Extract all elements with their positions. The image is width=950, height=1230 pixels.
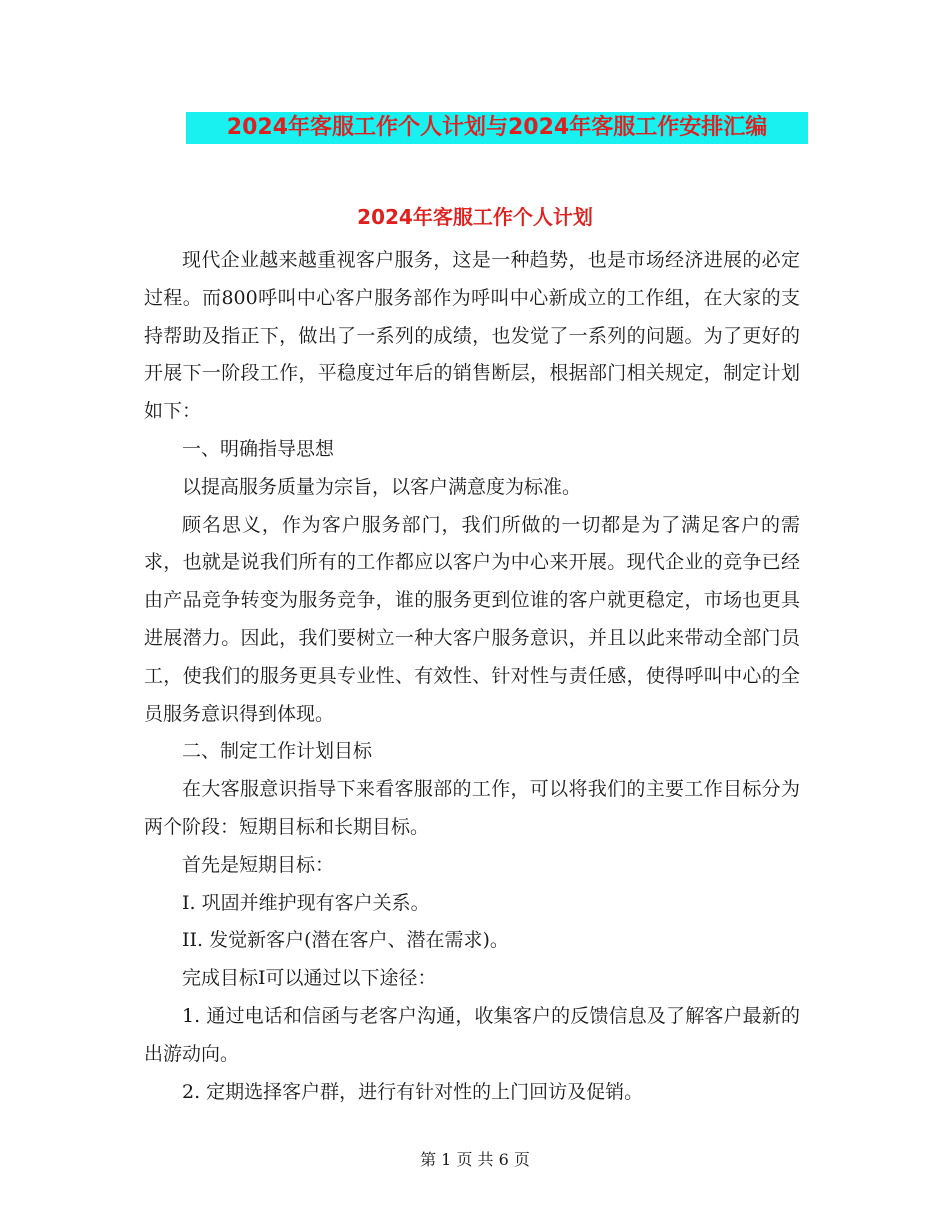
page-footer: 第 1 页 共 6 页 <box>420 1150 530 1169</box>
section-title: 2024年客服工作个人计划 <box>357 205 593 229</box>
list-item: I. 巩固并维护现有客户关系。 <box>182 891 430 914</box>
paragraph: 首先是短期目标： <box>182 853 335 876</box>
list-item: 1. 通过电话和信函与老客户沟通，收集客户的反馈信息及了解客户最新的出游动向。 <box>144 1004 800 1065</box>
document-body <box>144 242 800 1111</box>
paragraph: 以提高服务质量为宗旨，以客户满意度为标准。 <box>182 475 582 498</box>
list-item: II. 发觉新客户(潜在客户、潜在需求)。 <box>182 929 509 952</box>
paragraph: 顾名思义，作为客户服务部门，我们所做的一切都是为了满足客户的需求，也就是说我们所有的工作都应以客户为中心来开展。现代企业的竞争已经由产品竞争转变为服务竞争，谁的服务更到位谁的客户就更稳定，市场也更具进展潜力。因此，我们要树立一种大客户服务意识，并且以此来带动全部门员工，使我们的服务更具专业性、有效性、针对性与责任感，使得呼叫中心的全员服务意识得到体现。 <box>144 513 800 725</box>
paragraph: 现代企业越来越重视客户服务，这是一种趋势，也是市场经济进展的必定过程。而800呼叫中心客户服务部作为呼叫中心新成立的工作组，在大家的支持帮助及指正下，做出了一系列的成绩，也发觉了一系列的问题。为了更好的开展下一阶段工作，平稳度过年后的销售断层，根据部门相关规定，制定计划如下： <box>144 249 800 423</box>
heading-guiding-idea: 一、明确指导思想 <box>182 437 335 460</box>
paragraph: 在大客服意识指导下来看客服部的工作，可以将我们的主要工作目标分为两个阶段：短期目标和长期目标。 <box>144 778 800 838</box>
heading-work-goals: 二、制定工作计划目标 <box>182 740 373 763</box>
list-item: 2. 定期选择客户群，进行有针对性的上门回访及促销。 <box>182 1080 644 1103</box>
document-title: 2024年客服工作个人计划与2024年客服工作安排汇编 <box>186 112 808 144</box>
paragraph: 完成目标I可以通过以下途径： <box>182 967 437 990</box>
